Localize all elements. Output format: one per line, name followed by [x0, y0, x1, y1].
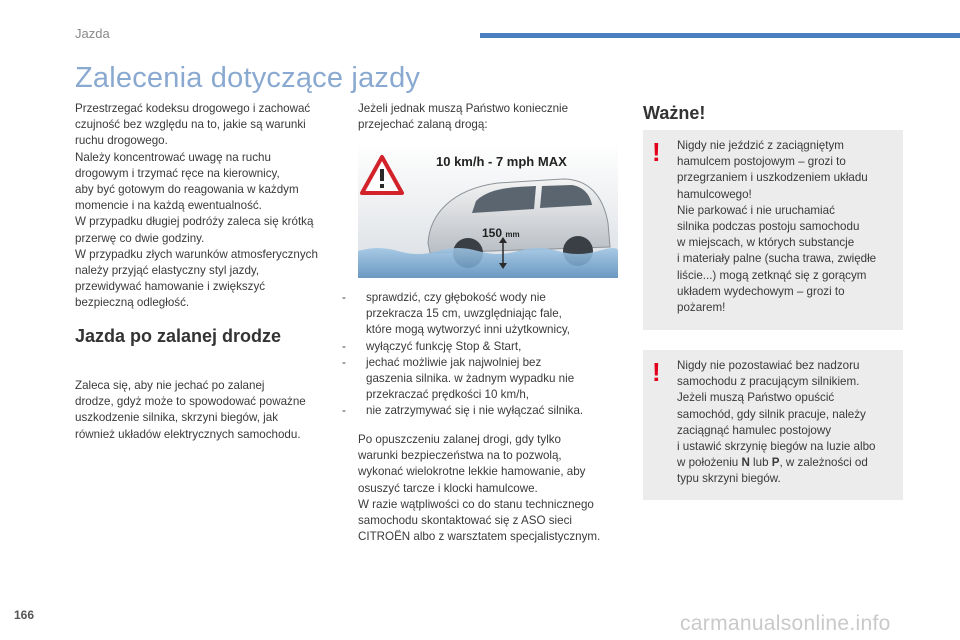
flood-paragraph: Zaleca się, aby nie jechać po zalanej drodze, gdyż może to spowodować poważne uszkodzenie silnika, skrzyni biegów, jak również układów elektrycznych samochodu.: [75, 379, 306, 441]
list-item: - sprawdzić, czy głębokość wody nie przekracza 15 cm, uwzględniając fale, które mogą wytworzyć inni użytkownicy,: [342, 290, 632, 339]
page-number: 166: [14, 608, 35, 622]
warning-text-2b: lub: [749, 456, 772, 470]
warning-text-2a: Nigdy nie pozostawiać bez nadzoru samochodu z pracującym silnikiem. Jeżeli muszą Państwo opuścić samochód, gdy silnik pracuje, należy zaciągnąć hamulec postojowy i ustawić skrzynię biegów na luzie albo w położeniu: [677, 359, 876, 470]
warning-box-2: [643, 350, 903, 500]
important-heading: Ważne!: [643, 103, 706, 123]
depth-unit: mm: [505, 230, 520, 239]
speed-limit-label: 10 km/h - 7 mph MAX: [436, 154, 567, 169]
flood-bullet-list: [342, 290, 632, 420]
gear-p-label: P: [771, 456, 780, 470]
depth-value: 150: [482, 226, 503, 240]
depth-label: [482, 226, 520, 240]
intro-paragraph: Przestrzegać kodeksu drogowego i zachować czujność bez względu na to, jakie są warunki ruchu drogowego. Należy koncentrować uwagę na ruchu drogowym i trzymać ręce na kierownicy, aby być gotowym do reagowania w każdym momencie i na każdą ewentualność. W przypadku długiej podróży zaleca się krótką przerwę co dwie godziny. W przypadku złych warunków atmosferycznych należy przyjąć elastyczny styl jazdy, przewidywać hamowanie i zwiększyć bezpieczną odległość.: [75, 102, 318, 310]
warning-text-2c: , w zależności od typu skrzyni biegów.: [677, 456, 868, 486]
exclamation-icon: !: [652, 357, 661, 387]
header-accent-bar: [480, 33, 960, 38]
after-flood-paragraph: Po opuszczeniu zalanej drogi, gdy tylko warunki bezpieczeństwa na to pozwolą, wykonać wielokrotne lekkie hamowanie, aby osuszyć tarcze i klocki hamulcowe. W razie wątpliwości co do stanu technicznego samochodu skontaktować się z ASO sieci CITROËN albo z warsztatem specjalistycznym.: [358, 433, 601, 544]
list-item: - wyłączyć funkcję Stop & Start,: [342, 339, 632, 355]
page-title: Zalecenia dotyczące jazdy: [75, 62, 421, 94]
list-item: - nie zatrzymywać się i nie wyłączać silnika.: [342, 403, 632, 419]
flood-heading: Jazda po zalanej drodze: [75, 326, 282, 346]
warning-text-1: Nigdy nie jeździć z zaciągniętym hamulcem postojowym – grozi to przegrzaniem i uszkodzeniem układu hamulcowego! Nie parkować i nie uruchamiać silnika podczas postoju samochodu w miejscach, w których substancje i materiały palne (sucha trawa, zwiędłe liście...) mogą zetknąć się z gorącym układem wydechowym – grozi to pożarem!: [677, 139, 877, 315]
exclamation-icon: !: [652, 137, 661, 167]
section-label: Jazda: [75, 26, 110, 41]
flood-intro-paragraph: Jeżeli jednak muszą Państwo koniecznie przejechać zalaną drogą:: [358, 102, 569, 132]
watermark: carmanualsonline.info: [680, 612, 891, 635]
gear-n-label: N: [741, 456, 750, 470]
warning-box-1: [643, 130, 903, 330]
flood-illustration: [358, 143, 618, 278]
list-item: - jechać możliwie jak najwolniej bez gaszenia silnika. w żadnym wypadku nie przekraczać prędkości 10 km/h,: [342, 355, 632, 404]
warning-text-2: [677, 358, 899, 488]
